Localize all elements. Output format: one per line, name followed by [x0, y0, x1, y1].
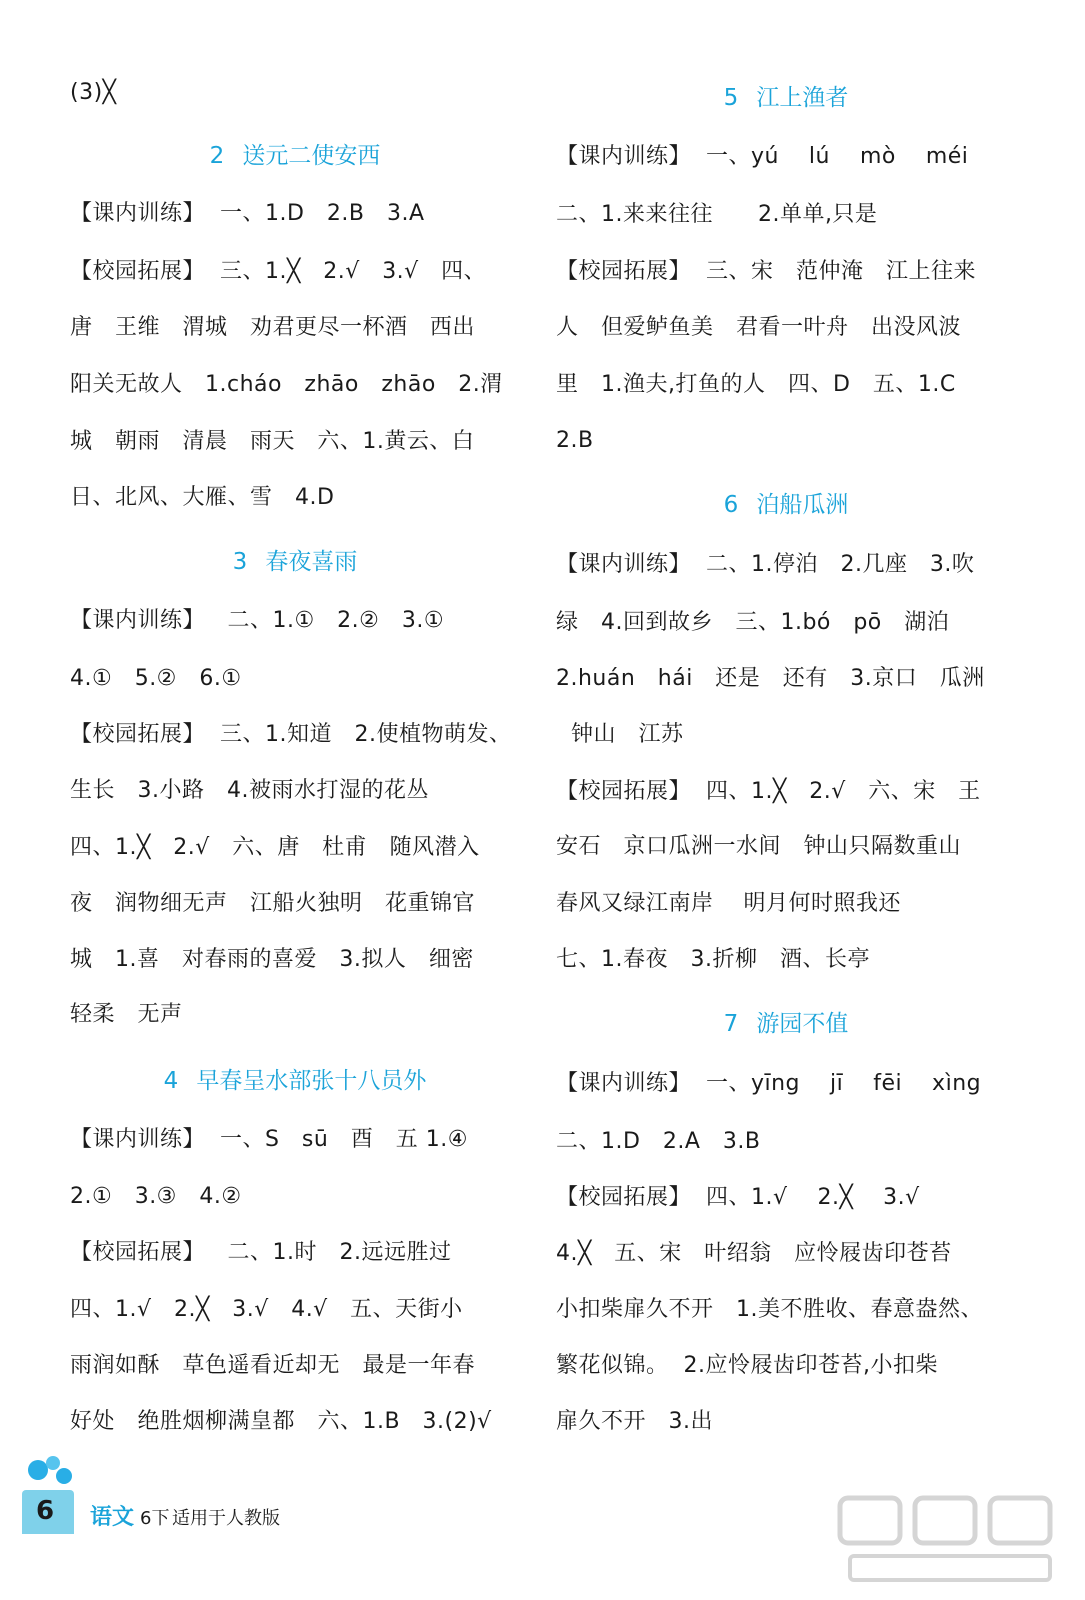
- answer-line: 绿 4.回到故乡 三、1.bó pō 湖泊: [556, 610, 950, 635]
- subject-label: 语文: [90, 1505, 135, 1530]
- answer-line: 【校园拓展】 三、宋 范仲淹 江上往来: [556, 259, 976, 284]
- answer-line: 扉久不开 3.出: [556, 1409, 713, 1434]
- answer-line: 城 1.喜 对春雨的喜爱 3.拟人 细密: [70, 947, 474, 972]
- sprout-icon: [28, 1460, 48, 1480]
- answer-line: 【校园拓展】 四、1.√ 2.╳ 3.√: [556, 1185, 920, 1210]
- answer-line: (3)╳: [70, 80, 117, 105]
- answer-line: 二、1.D 2.A 3.B: [556, 1129, 761, 1154]
- answer-line: 【校园拓展】 三、1.╳ 2.√ 3.√ 四、: [70, 259, 487, 284]
- sprout-leaf-icon: [56, 1468, 72, 1484]
- section-title-text: 送元二使安西: [242, 143, 381, 169]
- section-number: 6: [723, 492, 739, 518]
- answer-line: 生长 3.小路 4.被雨水打湿的花丛: [70, 778, 429, 803]
- section-title-5: [556, 83, 1016, 113]
- section-title-2: [70, 141, 520, 171]
- section-title-4: [70, 1066, 520, 1096]
- section-number: 4: [163, 1068, 179, 1094]
- answer-line: 【课内训练】 一、S sū 酉 五 1.④: [70, 1127, 469, 1152]
- answer-line: 4.① 5.② 6.①: [70, 666, 242, 691]
- edition-label: 适用于人教版: [172, 1508, 280, 1529]
- section-number: 5: [723, 85, 739, 111]
- answer-line: 2.① 3.③ 4.②: [70, 1184, 242, 1209]
- answer-line: 【校园拓展】 二、1.时 2.远远胜过: [70, 1240, 452, 1265]
- answer-line: 轻柔 无声: [70, 1002, 183, 1027]
- answer-line: 【课内训练】 二、1.① 2.② 3.①: [70, 608, 445, 633]
- section-title-text: 早春呈水部张十八员外: [196, 1068, 427, 1094]
- answer-line: 【课内训练】 二、1.停泊 2.几座 3.吹: [556, 552, 975, 577]
- answer-line: 春风又绿江南岸 明月何时照我还: [556, 891, 901, 916]
- answer-line: 2.B: [556, 428, 594, 453]
- grade-label: 6下: [140, 1508, 170, 1529]
- answer-line: 雨润如酥 草色遥看近却无 最是一年春: [70, 1353, 475, 1378]
- section-title-3: [70, 547, 520, 577]
- answer-line: 安石 京口瓜洲一水间 钟山只隔数重山: [556, 834, 961, 859]
- page-footer: [22, 1456, 342, 1536]
- answer-line: 好处 绝胜烟柳满皇都 六、1.B 3.(2)√: [70, 1409, 492, 1434]
- answer-line: 日、北风、大雁、雪 4.D: [70, 485, 335, 510]
- answer-line: 小扣柴扉久不开 1.美不胜收、春意盎然、: [556, 1297, 983, 1322]
- answer-line: 城 朝雨 清晨 雨天 六、1.黄云、白: [70, 429, 475, 454]
- answer-line: 七、1.春夜 3.折柳 酒、长亭: [556, 947, 870, 972]
- page-number: 6: [36, 1496, 55, 1526]
- section-number: 2: [209, 143, 225, 169]
- answer-line: 夜 润物细无声 江船火独明 花重锦官: [70, 891, 475, 916]
- section-number: 3: [232, 549, 248, 575]
- answer-line: 四、1.╳ 2.√ 六、唐 杜甫 随风潜入: [70, 835, 480, 860]
- answer-line: 唐 王维 渭城 劝君更尽一杯酒 西出: [70, 315, 475, 340]
- answer-line: 四、1.√ 2.╳ 3.√ 4.√ 五、天街小: [70, 1297, 463, 1322]
- answer-line: 【校园拓展】 三、1.知道 2.使植物萌发、: [70, 722, 512, 747]
- answer-line: 人 但爱鲈鱼美 君看一叶舟 出没风波: [556, 315, 961, 340]
- answer-line: 【课内训练】 一、1.D 2.B 3.A: [70, 201, 425, 226]
- section-title-6: [556, 490, 1016, 520]
- answer-line: 繁花似锦。 2.应怜屐齿印苍苔,小扣柴: [556, 1353, 938, 1378]
- answer-line: 【课内训练】 一、yú lú mò méi: [556, 144, 969, 169]
- section-title-text: 春夜喜雨: [265, 549, 358, 575]
- answer-line: 【课内训练】 一、yīng jī fēi xìng: [556, 1071, 982, 1096]
- section-title-text: 游园不值: [756, 1011, 849, 1037]
- sprout-leaf-icon: [46, 1456, 60, 1470]
- section-number: 7: [723, 1011, 739, 1037]
- answer-line: 二、1.来来往往 2.单单,只是: [556, 202, 878, 227]
- section-title-text: 江上渔者: [756, 85, 849, 111]
- answer-line: 【校园拓展】 四、1.╳ 2.√ 六、宋 王: [556, 779, 981, 804]
- watermark-logo: [830, 1490, 1070, 1590]
- section-title-text: 泊船瓜洲: [756, 492, 849, 518]
- answer-line: 阳关无故人 1.cháo zhāo zhāo 2.渭: [70, 372, 503, 397]
- answer-line: 4.╳ 五、宋 叶绍翁 应怜屐齿印苍苔: [556, 1241, 952, 1266]
- answer-line: 2.huán hái 还是 还有 3.京口 瓜洲: [556, 666, 985, 691]
- section-title-7: [556, 1009, 1016, 1039]
- answer-line: 里 1.渔夫,打鱼的人 四、D 五、1.C: [556, 372, 956, 397]
- answer-line: 钟山 江苏: [556, 722, 684, 747]
